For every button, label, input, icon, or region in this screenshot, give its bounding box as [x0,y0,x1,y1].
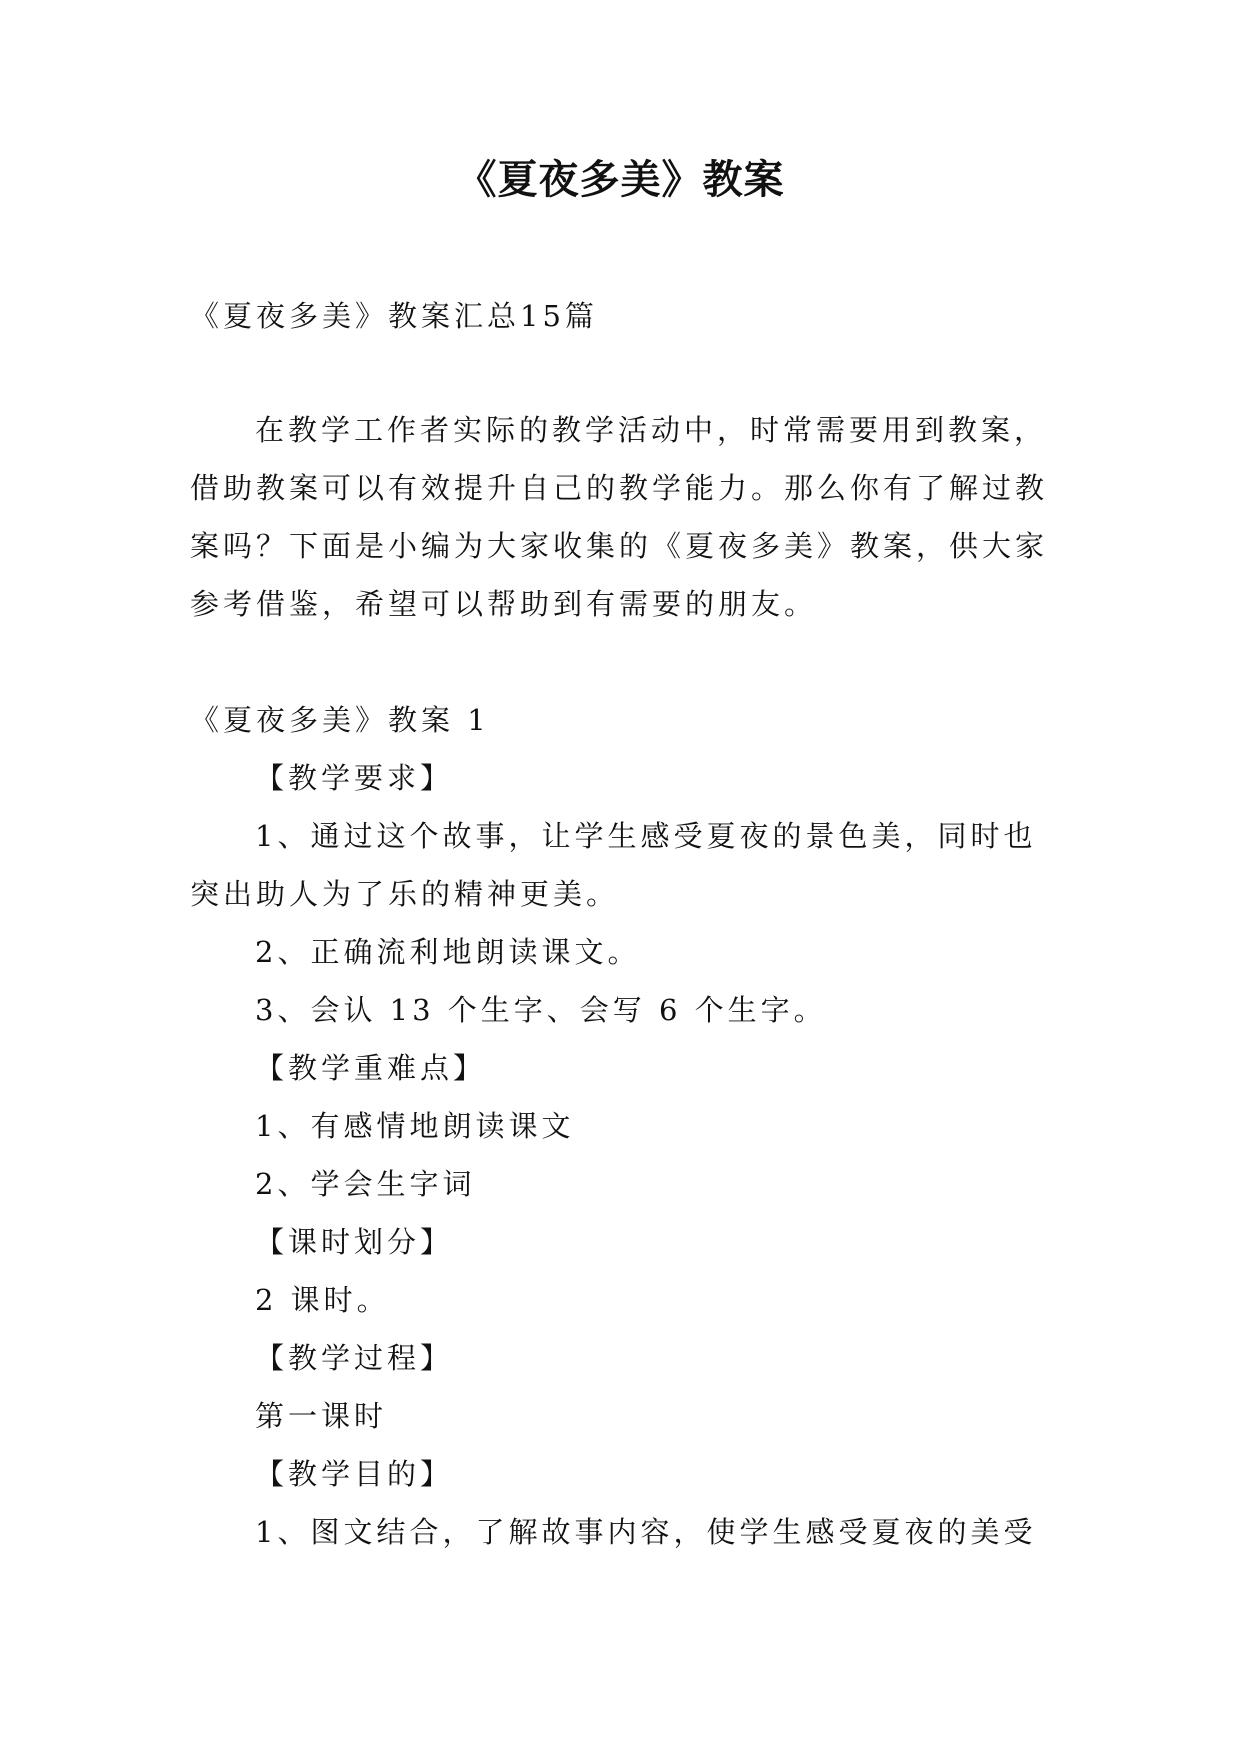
document-title: 《夏夜多美》教案 [456,156,785,203]
body-line-10: 2 课时。 [255,1283,390,1317]
body-line-5: 3、会认 13 个生字、会写 6 个生字。 [255,993,827,1027]
body-line-11: 【教学过程】 [255,1341,454,1375]
body-line-14: 1、图文结合，了解故事内容，使学生感受夏夜的美受 [255,1515,1037,1549]
body-line-13: 【教学目的】 [255,1457,454,1491]
body-line-2: 1、通过这个故事，让学生感受夏夜的景色美，同时也 [255,819,1037,853]
intro-line-2: 借助教案可以有效提升自己的教学能力。那么你有了解过教 [190,471,1049,505]
body-line-4: 2、正确流利地朗读课文。 [255,935,641,969]
body-line-3: 突出助人为了乐的精神更美。 [190,877,620,911]
intro-line-1: 在教学工作者实际的教学活动中，时常需要用到教案， [255,413,1048,447]
body-line-12: 第一课时 [255,1399,388,1433]
body-line-1: 【教学要求】 [255,761,454,795]
body-line-7: 1、有感情地朗读课文 [255,1109,575,1143]
intro-line-4: 参考借鉴，希望可以帮助到有需要的朋友。 [190,587,818,621]
intro-line-3: 案吗？下面是小编为大家收集的《夏夜多美》教案，供大家 [190,529,1049,563]
body-line-9: 【课时划分】 [255,1225,454,1259]
body-line-8: 2、学会生字词 [255,1167,476,1201]
document-subtitle: 《夏夜多美》教案汇总15篇 [190,299,598,333]
body-line-6: 【教学重难点】 [255,1051,487,1085]
section-title: 《夏夜多美》教案 1 [190,703,490,737]
